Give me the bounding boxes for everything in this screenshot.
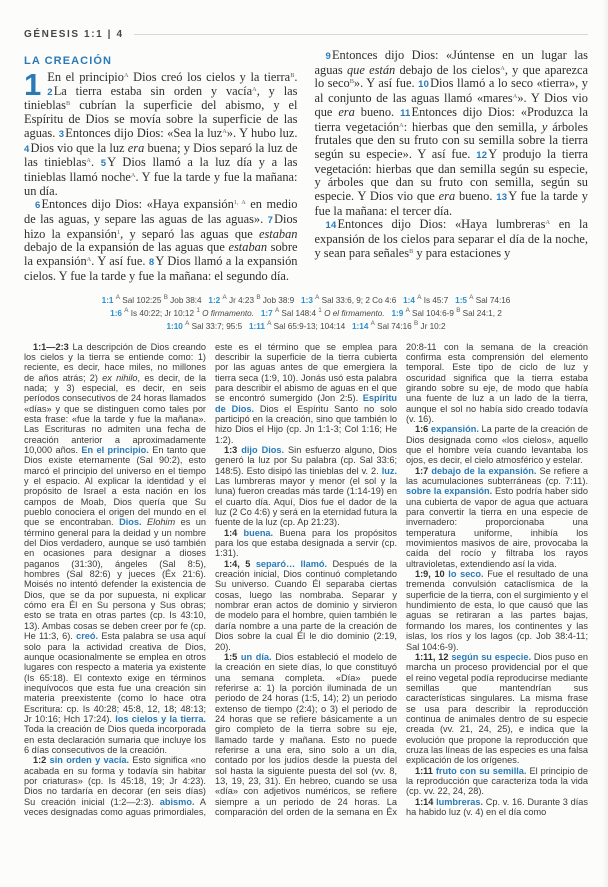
cross-ref-marker: B (290, 72, 295, 79)
bible-paragraph: 9Entonces dijo Dios: «Júntense en un lugar las aguas que están debajo de los cielos$^A$, y que aparezca lo seco$^B$». Y así fue. 10Dios llamó a lo seco «tierra», y al conjunto de las aguas llamó «mares$^A$». Y Dios vio que era bueno. 11Entonces dijo Dios: «Produzca la tierra vegetación$^A$: hierbas que den semilla, y árboles frutales que den su fruto con su semilla sobre la tierra según su especie». Y así fue. 12Y produjo la tierra vegetación: hierbas que dan semilla según su especie, y árboles que dan su fruto con semilla, según su especie. Y Dios vio que era bueno. 13Y fue la tarde y fue la mañana: el tercer día. (314, 48, 589, 218)
reference-verse-number: 1:9 (391, 308, 404, 318)
verse-number: 8 (148, 257, 155, 269)
cross-ref-marker: B (456, 306, 461, 314)
commentary-verse-ref: 1:1—2:3 (33, 341, 69, 352)
cross-ref-marker: A (399, 121, 404, 129)
commentary-keyword: lumbreras. (436, 796, 484, 807)
cross-ref-marker: B (256, 293, 261, 301)
cross-ref-marker: A (315, 293, 320, 301)
commentary-paragraph: 1:11 fruto con su semilla. El principio de la reproducción que caracteriza toda la vida (cp. vv. 22, 24, 28). (406, 765, 588, 797)
commentary-keyword: los cielos y la tierra. (115, 713, 206, 724)
commentary-keyword: debajo de la expansión. (431, 465, 537, 476)
commentary-keyword: Dios. (119, 517, 142, 528)
commentary-paragraph: 1:1—2:3 La descripción de Dios creando los cielos y la tierra se entiende como: 1) reciente, es decir, hace miles, no millones de años atrás; 2) ex nihilo, es decir, de la nada; y 3) especial, es decir, en seis períodos consecutivos de 24 horas llamados «días» y que se distinguen como tales por esta frase: «fue la tarde y fue la mañana». Las Escrituras no admiten una fecha de creación anterior a aproximadamente 10,000 años. En el principio. En tanto que Dios existe eternamente (Sal 90:2), esto marcó el principio del universo en el tiempo y el espacio. Al explicar la identidad y el propósito de Israel a esta nación en los campos de Moab, Dios quería que Su pueblo conociera el origen del mundo en el que se encontraban. Dios. Elohim es un término general para la deidad y un nombre del Dios verdadero, aunque se usó también en ocasiones para designar a dioses paganos (31:30), ángeles (Sal 8:5), hombres (Sal 82:6) y jueces (Éx 21:6). Moisés no intentó defender la existencia de Dios, que se da por supuesta, ni explicar cómo era Él en Su persona y Sus obras; esto se trata en otras partes (cp. Is 43:10, 13). Ambas cosas se deben creer por fe (cp. He 11:3, 6). creó. Esta palabra se usa aquí solo para la actividad creativa de Dios, aunque ocasionalmente se emplea en otros lugares con respecto a materia ya existente (Is 65:18). El contexto exige en términos inequívocos que esta fue una creación sin materia preexistente (como lo hace otra Escritura: cp. Is 40:28; 45:8, 12, 18; 48:13; Jr 10:16; Hch 17:24). los cielos y la tierra. Toda la creación de Dios queda incorporada en esta declaración sumaria que incluye los 6 días consecutivos de la creación. (24, 341, 207, 755)
cross-ref-marker: 1, A (233, 199, 246, 207)
running-head: GÉNESIS 1:1 | 4 (24, 28, 124, 40)
cross-ref-marker: A (86, 256, 92, 264)
cross-ref-marker: B (349, 78, 354, 86)
commentary-verse-ref: 1:4, 5 (224, 558, 251, 569)
cross-ref-marker: A (405, 306, 410, 314)
commentary-verse-ref: 1:4 (224, 527, 238, 538)
cross-ref-marker: A (115, 293, 120, 301)
commentary-section (24, 342, 588, 869)
header-rule (134, 34, 588, 35)
cross-ref-marker: A (222, 293, 227, 301)
bible-column-right (315, 49, 589, 284)
cross-ref-marker: A (469, 293, 474, 301)
bible-paragraph: 6Entonces dijo Dios: «Haya expansión$^{1, A}$ en medio de las aguas, y separe las aguas de las aguas». 7Dios hizo la expansión$^1$, y separó las aguas que estaban debajo de la expansión de las aguas que estaban sobre la expansión$^A$. Y así fue. 8Y Dios llamó a la expansión cielos. Y fue la tarde y fue la mañana: el segundo día. (24, 197, 298, 283)
reference-verse-number: 1:14 (351, 321, 369, 331)
commentary-keyword: buena. (243, 527, 274, 538)
commentary-paragraph: 1:7 debajo de la expansión. Se refiere a las acumulaciones subterráneas (cp. 7:11). sobre la expansión. Esto podría haber sido una cubierta de vapor de agua que actuara para convertir la tierra en una especie de invernadero: proporcionaba una temperatura uniforme, inhibía los movimientos masivos de aire, provocaba la caída del rocío y filtraba los rayos ultravioletas, extendiendo así la vida. (406, 465, 588, 569)
cross-ref-marker: A (252, 85, 257, 93)
commentary-verse-ref: 1:14 (415, 796, 434, 807)
bible-text-section (24, 49, 588, 284)
verse-number: 3 (58, 128, 65, 140)
reference-verse-number: 1:11 (248, 321, 265, 331)
cross-reference-line: 1:10 $^A$ Sal 33:7; 95:5 1:11 $^A$ Sal 65:9-13; 104:14 1:14 $^A$ Sal 74:16 $^B$ Jr 10:2 (166, 319, 446, 331)
commentary-keyword: expansión. (430, 424, 479, 435)
verse-number: 2 (47, 86, 53, 98)
bible-paragraphs-right (315, 49, 589, 261)
section-title: LA CREACIÓN (24, 55, 113, 67)
commentary-keyword: sobre la expansión. (406, 486, 493, 497)
cross-ref-marker: A (274, 306, 280, 314)
commentary-keyword: En el principio. (81, 444, 149, 455)
verse-number: 4 (24, 143, 30, 155)
chapter-number-dropcap: 1 (24, 67, 42, 102)
cross-reference-line: 1:1 $^A$ Sal 102:25 $^B$ Job 38:4 1:2 $^A$ Jr 4:23 $^B$ Job 38:9 1:3 $^A$ Sal 33:6, 9; 2 Co 4:6 1:4 $^A$ Is 45:7 1:5 $^A$ Sal 74:16 (101, 293, 511, 305)
commentary-keyword: fruto con su semilla. (435, 765, 527, 776)
commentary-keyword: sin orden y vacía. (49, 755, 130, 766)
commentary-paragraph: 1:2 sin orden y vacía. Esto significa «no acabada en su forma y todavía sin habitar por criaturas» (cp. Is 45:18, 19; Jr 4:23). Dios no tardaría en decorar (en seis días) Su creación inicial (1:2—2:3). abismo. A veces designadas como aguas primordiales, este es el término que se emplea para describir la superficie de la tierra cubierta por las aguas antes de que emergiera la tierra seca (1:9, 10). Jonás usó esta palabra para describir el abismo de aguas en el que se encontró sumergido (Jon 2:5). Espíritu de Dios. Dios el Espíritu Santo no solo participó en la creación, sino que también lo hizo Dios el Hijo (cp. Jn 1:1-3; Col 1:16; He 1:2). (24, 341, 397, 818)
bible-paragraph: 14Entonces dijo Dios: «Haya lumbreras$^A$ en la expansión de los cielos para separar el día de la noche, y sean para señales$^B$ y para estaciones y (314, 217, 588, 260)
commentary-keyword: un día. (240, 651, 272, 662)
cross-ref-marker: A (500, 64, 505, 72)
verse-number: 9 (325, 51, 331, 62)
reference-verse-number: 1:1 (101, 295, 114, 305)
cross-ref-marker: A (86, 157, 91, 165)
reference-verse-number: 1:3 (301, 295, 313, 305)
verse-number: 13 (496, 192, 508, 204)
verse-number: 10 (418, 79, 430, 91)
commentary-verse-ref: 1:5 (224, 651, 238, 662)
cross-ref-marker: 1 (116, 228, 121, 236)
commentary-verse-ref: 1:9, 10 (415, 569, 445, 580)
reference-verse-number: 1:5 (455, 295, 467, 305)
commentary-keyword: según su especie. (451, 651, 531, 662)
verse-number: 7 (267, 215, 274, 227)
cross-ref-marker: A (222, 127, 227, 135)
cross-ref-marker: A (185, 319, 190, 327)
cross-ref-marker: 1 (196, 306, 200, 314)
cross-ref-marker: B (414, 319, 419, 327)
cross-ref-marker: 1 (318, 306, 322, 314)
cross-ref-marker: A (545, 219, 551, 227)
commentary-verse-ref: 1:11 (415, 765, 433, 776)
commentary-keyword: abismo. (159, 796, 195, 807)
verse-number: 5 (100, 158, 107, 170)
commentary-paragraph: 1:14 lumbreras. Cp. v. 16. Durante 3 días ha habido luz (v. 4) en el día como (406, 796, 588, 818)
cross-ref-marker: A (512, 93, 518, 101)
cross-references-block (24, 294, 588, 333)
commentary-paragraph: 1:6 expansión. La parte de la creación de Dios designada como «los cielos», aquello que el hombre veía cuando levantaba los ojos, es decir, el cielo atmosférico y estelar. (406, 424, 588, 466)
verse-number: 12 (476, 149, 488, 161)
bible-paragraphs-left (24, 67, 298, 284)
commentary-paragraph: 1:9, 10 lo seco. Fue el resultado de una tremenda convulsión cataclísmica de la superficie de la tierra, con el surgimiento y el hundimiento de esta, lo que causó que las aguas se retiraran a las partes bajas, formando los mares, los continentes y las islas, los ríos y los lagos (cp. Job 38:4-11; Sal 104:6-9). (406, 569, 588, 652)
reference-verse-number: 1:2 (208, 295, 221, 305)
cross-ref-marker: B (65, 100, 71, 108)
reference-verse-number: 1:4 (403, 295, 415, 305)
commentary-paragraph: 1:5 un día. Dios estableció el modelo de la creación en siete días, lo que constituyó una semana completa. «Día» puede referirse a: 1) la porción iluminada de un periodo de 24 horas (1:5, 14); 2) un periodo extenso de tiempo (2:4); o 3) el periodo de 24 horas que se refiere básicamente a un giro completo de la tierra sobre su eje, llamado tarde y mañana. Esto no puede referirse a una era, sino solo a un día, contado por los judíos desde la puesta del sol hasta la siguiente puesta del sol (vv. 8, 13, 19, 23, 31). En hebreo, cuando se usa «día» con adjetivos numéricos, se refiere siempre a un periodo de 24 horas. La comparación del orden de la semana en Éx 20:8-11 con la semana de la creación confirma esta comprensión del elemento temporal. Este tipo de ciclo de luz y oscuridad significa que la tierra estaba girando sobre su eje, de modo que había una fuente de luz a un lado de la tierra, aunque el sol no había sido creado todavía (v. 16). (215, 341, 588, 818)
verse-number: 6 (35, 200, 41, 212)
cross-ref-marker: A (417, 293, 422, 301)
commentary-keyword: creó. (76, 631, 99, 642)
bible-column-left (24, 49, 298, 284)
commentary-keyword: Espíritu de Dios. (215, 393, 397, 414)
cross-ref-marker: A (267, 319, 272, 327)
commentary-paragraph: 1:4 buena. Buena para los propósitos para los que estaba designada a servir (cp. 1:31). (215, 527, 397, 559)
commentary-keyword: lo seco. (448, 569, 484, 580)
cross-ref-marker: A (124, 306, 129, 314)
verse-number: 11 (400, 107, 411, 119)
cross-ref-marker: B (409, 247, 414, 255)
reference-verse-number: 1:10 (166, 321, 183, 331)
commentary-verse-ref: 1:3 (224, 444, 238, 455)
commentary-verse-ref: 1:7 (415, 465, 429, 476)
commentary-verse-ref: 1:11, 12 (415, 651, 449, 662)
commentary-keyword: separó… llamó. (255, 558, 328, 569)
commentary-paragraph: 1:11, 12 según su especie. Dios puso en marcha un proceso providencial por el que el reino vegetal podía reproducirse mediante semillas que mantendrían sus características singulares. La misma frase se usa para describir la reproducción continua de animales dentro de su especie creada (vv. 21, 24, 25), e indica que la evolución que propone la reproducción que cruza las líneas de las especies es una falsa explicación de los orígenes. (406, 651, 588, 766)
commentary-keyword: dijo Dios. (241, 444, 285, 455)
verse-number: 14 (325, 220, 337, 232)
commentary-verse-ref: 1:6 (415, 424, 429, 435)
cross-ref-marker: A (370, 319, 375, 327)
page-header (24, 28, 588, 40)
reference-verse-number: 1:7 (260, 308, 273, 318)
cross-ref-marker: A (123, 72, 129, 79)
commentary-verse-ref: 1:2 (33, 755, 47, 766)
commentary-paragraph: 1:3 dijo Dios. Sin esfuerzo alguno, Dios generó la luz por Su palabra (cp. Sal 33:6; 148:5). Esto disipó las tinieblas del v. 2. luz. Las lumbreras mayor y menor (el sol y la luna) fueron creadas más tarde (1:14-19) en el cuarto día. Aquí, Dios fue el dador de la luz (2 Co 4:6) y será en la eternidad futura la fuente de la luz (cp. Ap 21:23). (215, 444, 398, 528)
cross-ref-marker: A (130, 171, 136, 179)
commentary-paragraph: 1:4, 5 separó… llamó. Después de la creación inicial, Dios continuó completando Su universo. Cuando Él separaba ciertas cosas, luego las nombraba. Separar y nombrar eran actos de dominio y sirvieron de modelo para el hombre, quien también le daría nombre a una parte de la creación de Dios sobre la cual Él le dio dominio (2:19, 20). (215, 558, 398, 652)
cross-reference-line: 1:6 $^A$ Is 40:22; Jr 10:12 $^1$ O firmamento. 1:7 $^A$ Sal 148:4 $^1$ O el firmamento. 1:9 $^A$ Sal 104:6-9 $^B$ Sal 24:1, 2 (110, 306, 502, 318)
cross-ref-marker: B (163, 293, 168, 301)
bible-paragraph: 1 En el principio$^A$ Dios creó los cielos y la tierra$^B$. 2La tierra estaba sin orden y vacía$^A$, y las tinieblas$^B$ cubrían la superficie del abismo, y el Espíritu de Dios se movía sobre la superficie de las aguas. 3Entonces dijo Dios: «Sea la luz$^A$». Y hubo luz. 4Dios vio que la luz era buena; y Dios separó la luz de las tinieblas$^A$. 5Y Dios llamó a la luz día y a las tinieblas llamó noche$^A$. Y fue la tarde y fue la mañana: un día. (24, 67, 298, 198)
reference-verse-number: 1:6 (110, 308, 122, 318)
commentary-keyword: luz. (381, 465, 397, 476)
